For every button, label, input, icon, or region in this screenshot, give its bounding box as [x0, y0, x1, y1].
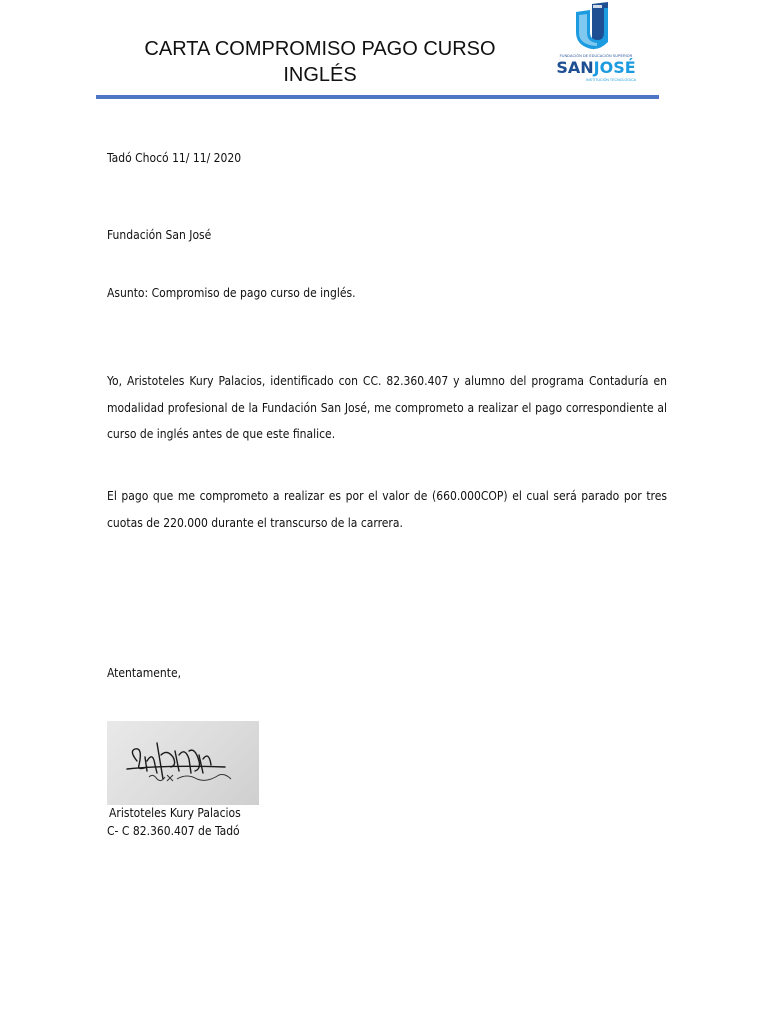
- letter-closing: Atentamente,: [107, 666, 182, 680]
- logo-tagline: FUNDACIÓN DE EDUCACIÓN SUPERIOR: [559, 54, 633, 58]
- document-title: [110, 36, 530, 88]
- letter-paragraph-2: El pago que me comprometo a realizar es por el valor de (660.000COP) el cual será parado por tres cuotas de 220.000 durante el transcurso de la carrera.: [107, 489, 667, 530]
- logo-subline: INSTITUCIÓN TECNOLÓGICA: [586, 78, 637, 82]
- letter-subject: Asunto: Compromiso de pago curso de inglés.: [107, 286, 356, 300]
- document-title-line-2: INGLÉS: [283, 64, 357, 86]
- letter-paragraph-1: Yo, Aristoteles Kury Palacios, identificado con CC. 82.360.407 y alumno del programa Contaduría en modalidad profesional de la Fundación San José, me comprometo a realizar el pago correspondiente al curso de inglés antes de que este finalice.: [107, 374, 667, 441]
- logo-name: [546, 59, 646, 77]
- letter-date: Tadó Chocó 11/ 11/ 2020: [107, 151, 242, 165]
- letter-recipient: Fundación San José: [107, 228, 212, 242]
- logo-name-jose: JOSÉ: [593, 58, 636, 77]
- signer-id: C- C 82.360.407 de Tadó: [107, 824, 240, 838]
- handwritten-signature: [107, 721, 259, 805]
- signer-name: Aristoteles Kury Palacios: [109, 806, 241, 820]
- logo-emblem-icon: [546, 2, 646, 54]
- logo-name-san: SAN: [556, 58, 594, 77]
- signature-scribble-icon: [107, 721, 259, 805]
- header-divider: [96, 95, 659, 99]
- san-jose-logo: [546, 2, 646, 88]
- document-title-line-1: CARTA COMPROMISO PAGO CURSO: [144, 38, 496, 60]
